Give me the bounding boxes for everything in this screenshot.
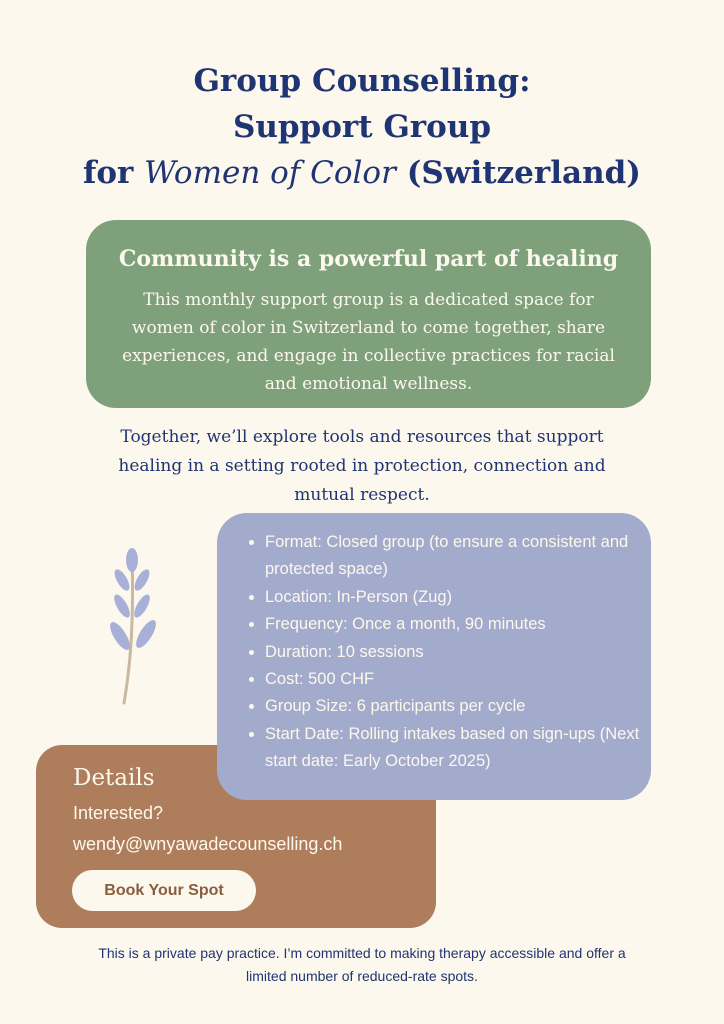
book-your-spot-button[interactable]: Book Your Spot — [72, 870, 256, 911]
community-body: This monthly support group is a dedicated space for women of color in Switzerland to come together, share experiences, and engage in collective practices for racial and emotional wellness. — [122, 290, 615, 394]
page-title — [0, 58, 724, 196]
info-item-location: • Location: In-Person (Zug) — [265, 584, 645, 611]
title-line-1: Group Counselling: — [193, 63, 531, 99]
footer-note: This is a private pay practice. I’m committed to making therapy accessible and offer a limited number of reduced-rate spots. — [98, 945, 626, 984]
info-item-format: • Format: Closed group (to ensure a consistent and protected space) — [265, 529, 645, 584]
intro-text: Together, we’ll explore tools and resources that support healing in a setting rooted in protection, connection and mutual respect. — [118, 427, 606, 505]
group-info-card — [217, 513, 651, 800]
details-heading: Details — [73, 765, 155, 791]
info-item-group-size: • Group Size: 6 participants per cycle — [265, 693, 645, 720]
info-item-start-date: • Start Date: Rolling intakes based on sign-ups (Next start date: Early October 2025) — [265, 721, 645, 776]
title-line-3-prefix: for — [83, 155, 145, 191]
title-line-3 — [0, 150, 724, 196]
title-line-2: Support Group — [232, 109, 492, 145]
info-item-duration: • Duration: 10 sessions — [265, 639, 645, 666]
info-item-cost: • Cost: 500 CHF — [265, 666, 645, 693]
details-interested: Interested? — [73, 803, 164, 823]
community-heading: Community is a powerful part of healing — [118, 246, 619, 272]
info-item-frequency: • Frequency: Once a month, 90 minutes — [265, 611, 645, 638]
lavender-sprig-icon — [100, 548, 170, 708]
group-info-list — [265, 529, 645, 776]
contact-email-link[interactable]: wendy@wnyawadecounselling.ch — [73, 834, 343, 854]
title-line-3-italic: Women of Color — [144, 155, 396, 191]
community-card — [86, 220, 651, 408]
title-line-3-suffix: (Switzerland) — [395, 155, 641, 191]
